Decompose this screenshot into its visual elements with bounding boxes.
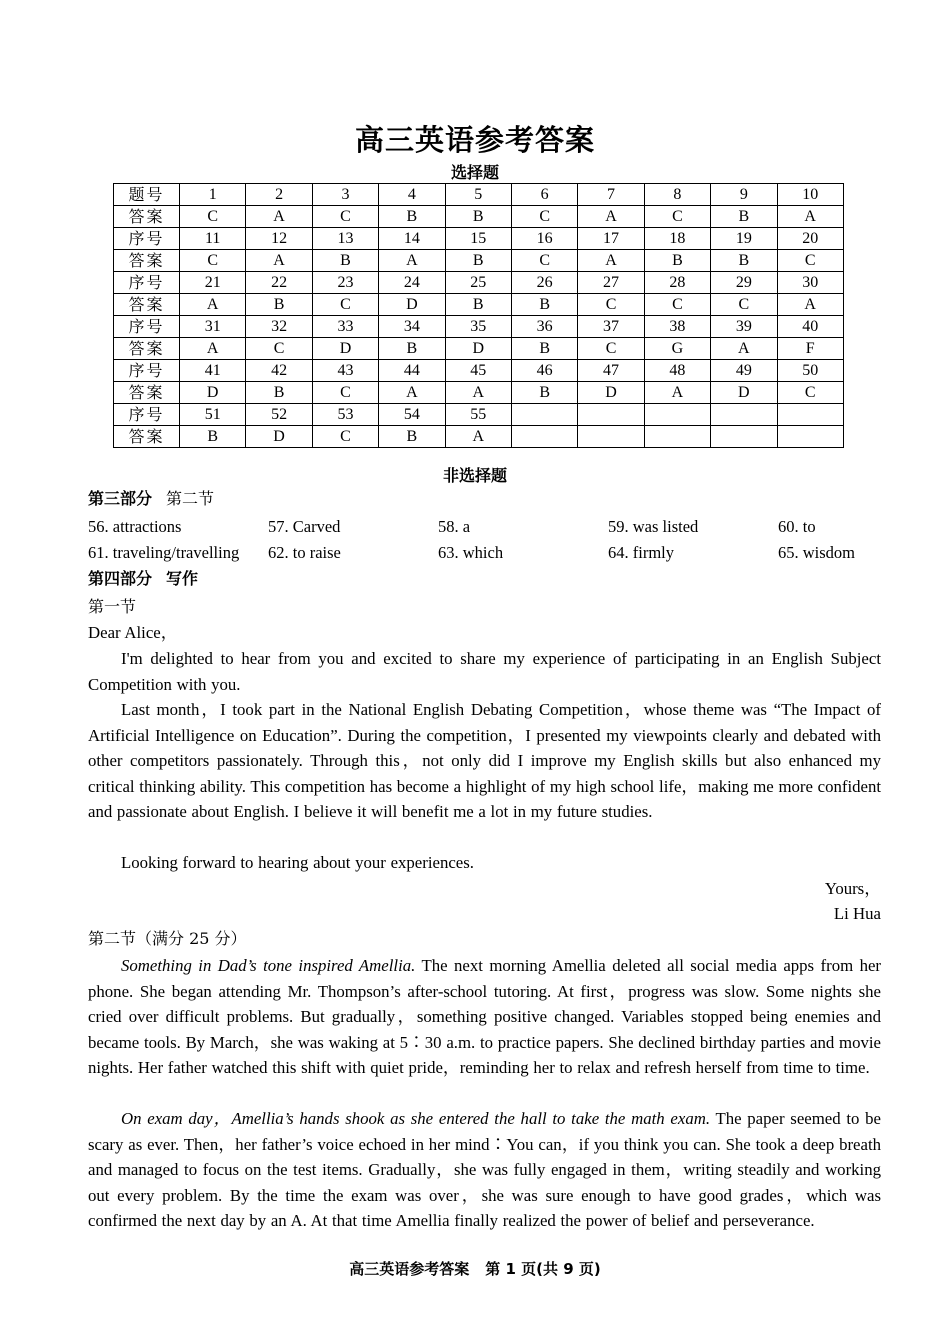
section-two-label: 第二节（满分 25 分） xyxy=(88,929,247,948)
table-cell: B xyxy=(445,206,511,228)
table-cell: C xyxy=(312,426,378,448)
letter-paragraph-3: Looking forward to hearing about your experiences. xyxy=(121,853,474,872)
table-cell: A xyxy=(777,294,843,316)
table-cell: 16 xyxy=(511,228,577,250)
table-cell: C xyxy=(312,206,378,228)
table-cell: B xyxy=(312,250,378,272)
table-cell: 25 xyxy=(445,272,511,294)
table-cell: C xyxy=(711,294,777,316)
table-cell: B xyxy=(379,426,445,448)
table-cell: 39 xyxy=(711,316,777,338)
table-cell: A xyxy=(445,382,511,404)
page-footer xyxy=(0,1258,950,1279)
table-cell: 41 xyxy=(180,360,246,382)
continuation-body-2: The paper seemed to be scary as ever. Then，her father’s voice echoed in her mind∶You can，if you think you can. She took a deep breath and managed to focus on the test items. Gradually，she was fully engaged in them，writing steadily and working out every problem. By the time the exam was over，she was sure enough to have good grades，which was confirmed the next day by an A. At that time Amellia finally realized the power of belief and perseverance. xyxy=(88,1109,881,1231)
table-row-header: 答案 xyxy=(114,426,180,448)
table-cell: B xyxy=(511,294,577,316)
table-cell: A xyxy=(246,206,312,228)
table-cell: 43 xyxy=(312,360,378,382)
table-row-header: 序号 xyxy=(114,228,180,250)
letter-sign-off: Yours， xyxy=(824,879,881,898)
table-cell: 34 xyxy=(379,316,445,338)
table-cell: 17 xyxy=(578,228,644,250)
table-row xyxy=(114,184,844,206)
table-cell: B xyxy=(711,250,777,272)
table-row xyxy=(114,426,844,448)
table-cell: 24 xyxy=(379,272,445,294)
table-cell: 11 xyxy=(180,228,246,250)
answer-table xyxy=(113,183,844,448)
table-cell: B xyxy=(445,250,511,272)
table-cell: C xyxy=(246,338,312,360)
table-cell xyxy=(511,426,577,448)
table-cell: C xyxy=(180,250,246,272)
footer-title: 高三英语参考答案 xyxy=(349,1260,470,1278)
continuation-body-1: The next morning Amellia deleted all social media apps from her phone. She began attending Mr. Thompson’s after-school tutoring. At first，progress was slow. Some nights she cried over difficult problems. But gradually，something positive changed. Variables stopped being enemies and became tools. By March，she was waking at 5∶30 a.m. to practice papers. She declined birthday parties and movie nights. Her father watched this shift with quiet pride，reminding her to relax and refresh herself from time to time. xyxy=(88,956,882,1078)
table-cell: F xyxy=(777,338,843,360)
grammar-answer-item: 57. Carved xyxy=(268,517,341,536)
grammar-answer-item: 60. to xyxy=(778,517,816,536)
table-cell: 54 xyxy=(379,404,445,426)
table-cell: 26 xyxy=(511,272,577,294)
table-cell: D xyxy=(312,338,378,360)
table-cell xyxy=(511,404,577,426)
part-four-part-label: 第四部分 xyxy=(88,569,153,588)
part-three-section-label: 第二节 xyxy=(166,489,215,508)
table-cell: D xyxy=(180,382,246,404)
table-cell: C xyxy=(644,206,710,228)
footer-page-info: 第 1 页(共 9 页) xyxy=(485,1260,601,1278)
table-cell: C xyxy=(578,338,644,360)
table-cell: D xyxy=(379,294,445,316)
table-cell: A xyxy=(578,250,644,272)
table-cell: 20 xyxy=(777,228,843,250)
table-cell: 40 xyxy=(777,316,843,338)
table-cell: C xyxy=(312,294,378,316)
table-cell: 38 xyxy=(644,316,710,338)
table-cell: C xyxy=(644,294,710,316)
table-row-header: 答案 xyxy=(114,206,180,228)
table-cell: 2 xyxy=(246,184,312,206)
table-cell: 23 xyxy=(312,272,378,294)
table-row xyxy=(114,294,844,316)
table-cell: 21 xyxy=(180,272,246,294)
table-cell: 46 xyxy=(511,360,577,382)
grammar-answer-item: 56. attractions xyxy=(88,517,182,536)
table-cell: B xyxy=(644,250,710,272)
table-cell: A xyxy=(180,338,246,360)
table-cell: 3 xyxy=(312,184,378,206)
table-cell: 5 xyxy=(445,184,511,206)
letter-signature: Li Hua xyxy=(833,904,881,923)
table-cell: A xyxy=(379,250,445,272)
table-cell xyxy=(711,404,777,426)
table-cell: D xyxy=(578,382,644,404)
table-cell: B xyxy=(246,294,312,316)
table-cell: D xyxy=(246,426,312,448)
table-cell: 28 xyxy=(644,272,710,294)
page-title: 高三英语参考答案 xyxy=(354,123,595,157)
table-cell: 4 xyxy=(379,184,445,206)
table-cell: 51 xyxy=(180,404,246,426)
table-cell: 52 xyxy=(246,404,312,426)
table-cell: G xyxy=(644,338,710,360)
table-row xyxy=(114,404,844,426)
continuation-lead-1: Something in Dad’s tone inspired Amellia. xyxy=(121,956,416,975)
table-row xyxy=(114,338,844,360)
table-cell: 31 xyxy=(180,316,246,338)
grammar-answer-item: 61. traveling/travelling xyxy=(88,542,240,562)
table-cell: C xyxy=(777,250,843,272)
table-row xyxy=(114,228,844,250)
table-row xyxy=(114,360,844,382)
table-cell: 35 xyxy=(445,316,511,338)
table-cell: B xyxy=(511,338,577,360)
grammar-answer-item: 65. wisdom xyxy=(778,542,856,562)
table-cell: 53 xyxy=(312,404,378,426)
grammar-answer-item: 64. firmly xyxy=(608,542,674,562)
nonchoice-section-label: 非选择题 xyxy=(442,466,507,485)
table-row-header: 答案 xyxy=(114,382,180,404)
table-cell: A xyxy=(578,206,644,228)
table-cell: C xyxy=(777,382,843,404)
table-cell: 30 xyxy=(777,272,843,294)
grammar-answer-row xyxy=(88,540,888,566)
grammar-fill-answers xyxy=(88,514,888,565)
table-cell: 6 xyxy=(511,184,577,206)
table-cell: D xyxy=(711,382,777,404)
table-cell: 36 xyxy=(511,316,577,338)
table-cell: C xyxy=(312,382,378,404)
table-row-header: 答案 xyxy=(114,338,180,360)
table-row xyxy=(114,316,844,338)
grammar-answer-row xyxy=(88,514,888,540)
part-three-part-label: 第三部分 xyxy=(88,489,153,508)
table-cell: 33 xyxy=(312,316,378,338)
table-cell: C xyxy=(511,250,577,272)
section-one-label: 第一节 xyxy=(88,597,137,616)
table-cell: 8 xyxy=(644,184,710,206)
table-row xyxy=(114,250,844,272)
grammar-answer-item: 58. a xyxy=(438,517,471,536)
table-cell: A xyxy=(246,250,312,272)
table-cell: 32 xyxy=(246,316,312,338)
table-cell xyxy=(711,426,777,448)
table-cell: B xyxy=(711,206,777,228)
table-cell: 55 xyxy=(445,404,511,426)
grammar-answer-item: 63. which xyxy=(438,542,504,562)
table-cell: C xyxy=(578,294,644,316)
table-row-header: 序号 xyxy=(114,272,180,294)
table-row-header: 答案 xyxy=(114,294,180,316)
table-cell: A xyxy=(644,382,710,404)
continuation-lead-2: On exam day，Amellia’s hands shook as she entered the hall to take the math exam. xyxy=(121,1109,711,1128)
table-cell: 14 xyxy=(379,228,445,250)
table-cell xyxy=(644,404,710,426)
table-row-header: 题号 xyxy=(114,184,180,206)
part-three-heading xyxy=(88,486,880,512)
table-cell: A xyxy=(379,382,445,404)
continuation-paragraph-1 xyxy=(88,953,881,1081)
grammar-answer-item: 59. was listed xyxy=(608,517,699,536)
table-cell xyxy=(578,426,644,448)
table-cell: C xyxy=(180,206,246,228)
table-cell: 29 xyxy=(711,272,777,294)
table-cell: 37 xyxy=(578,316,644,338)
choice-section-label: 选择题 xyxy=(450,163,499,182)
table-cell: 18 xyxy=(644,228,710,250)
part-four-heading xyxy=(88,566,880,592)
table-row xyxy=(114,206,844,228)
table-row xyxy=(114,272,844,294)
table-cell: 12 xyxy=(246,228,312,250)
table-cell xyxy=(777,404,843,426)
table-cell: 13 xyxy=(312,228,378,250)
table-cell: A xyxy=(445,426,511,448)
table-cell: D xyxy=(445,338,511,360)
table-cell: 45 xyxy=(445,360,511,382)
table-cell: 7 xyxy=(578,184,644,206)
table-cell: 47 xyxy=(578,360,644,382)
table-row-header: 序号 xyxy=(114,360,180,382)
table-cell: A xyxy=(711,338,777,360)
letter-paragraph-1: I'm delighted to hear from you and excited to share my experience of participating in an English Subject Competition with you. xyxy=(88,649,881,694)
table-cell: 10 xyxy=(777,184,843,206)
table-row xyxy=(114,382,844,404)
table-row-header: 答案 xyxy=(114,250,180,272)
table-cell: 19 xyxy=(711,228,777,250)
table-cell: 42 xyxy=(246,360,312,382)
table-cell: B xyxy=(379,206,445,228)
table-cell xyxy=(578,404,644,426)
letter-paragraph-2: Last month，I took part in the National English Debating Competition，whose theme was “The Impact of Artificial Intelligence on Education”. During the competition，I presented my viewpoints clearly and debated with other competitors passionately. Through this，not only did I improve my English skills but also enhanced my critical thinking ability. This competition has become a highlight of my high school life，making me more confident and passionate about English. I believe it will benefit me a lot in my future studies. xyxy=(88,700,881,822)
table-cell: B xyxy=(379,338,445,360)
table-cell: 48 xyxy=(644,360,710,382)
grammar-answer-item: 62. to raise xyxy=(268,542,341,562)
letter-salutation: Dear Alice， xyxy=(88,623,178,642)
table-row-header: 序号 xyxy=(114,404,180,426)
table-cell: 44 xyxy=(379,360,445,382)
table-cell: 49 xyxy=(711,360,777,382)
continuation-paragraph-2 xyxy=(88,1106,881,1234)
table-cell: A xyxy=(777,206,843,228)
table-cell: B xyxy=(246,382,312,404)
table-cell: B xyxy=(445,294,511,316)
table-cell: 15 xyxy=(445,228,511,250)
table-cell: A xyxy=(180,294,246,316)
table-cell: C xyxy=(511,206,577,228)
table-row-header: 序号 xyxy=(114,316,180,338)
table-cell: B xyxy=(511,382,577,404)
table-cell xyxy=(777,426,843,448)
table-cell: B xyxy=(180,426,246,448)
table-cell: 50 xyxy=(777,360,843,382)
part-four-section-label: 写作 xyxy=(166,569,199,588)
table-cell: 9 xyxy=(711,184,777,206)
table-cell xyxy=(644,426,710,448)
table-cell: 22 xyxy=(246,272,312,294)
table-cell: 1 xyxy=(180,184,246,206)
table-cell: 27 xyxy=(578,272,644,294)
